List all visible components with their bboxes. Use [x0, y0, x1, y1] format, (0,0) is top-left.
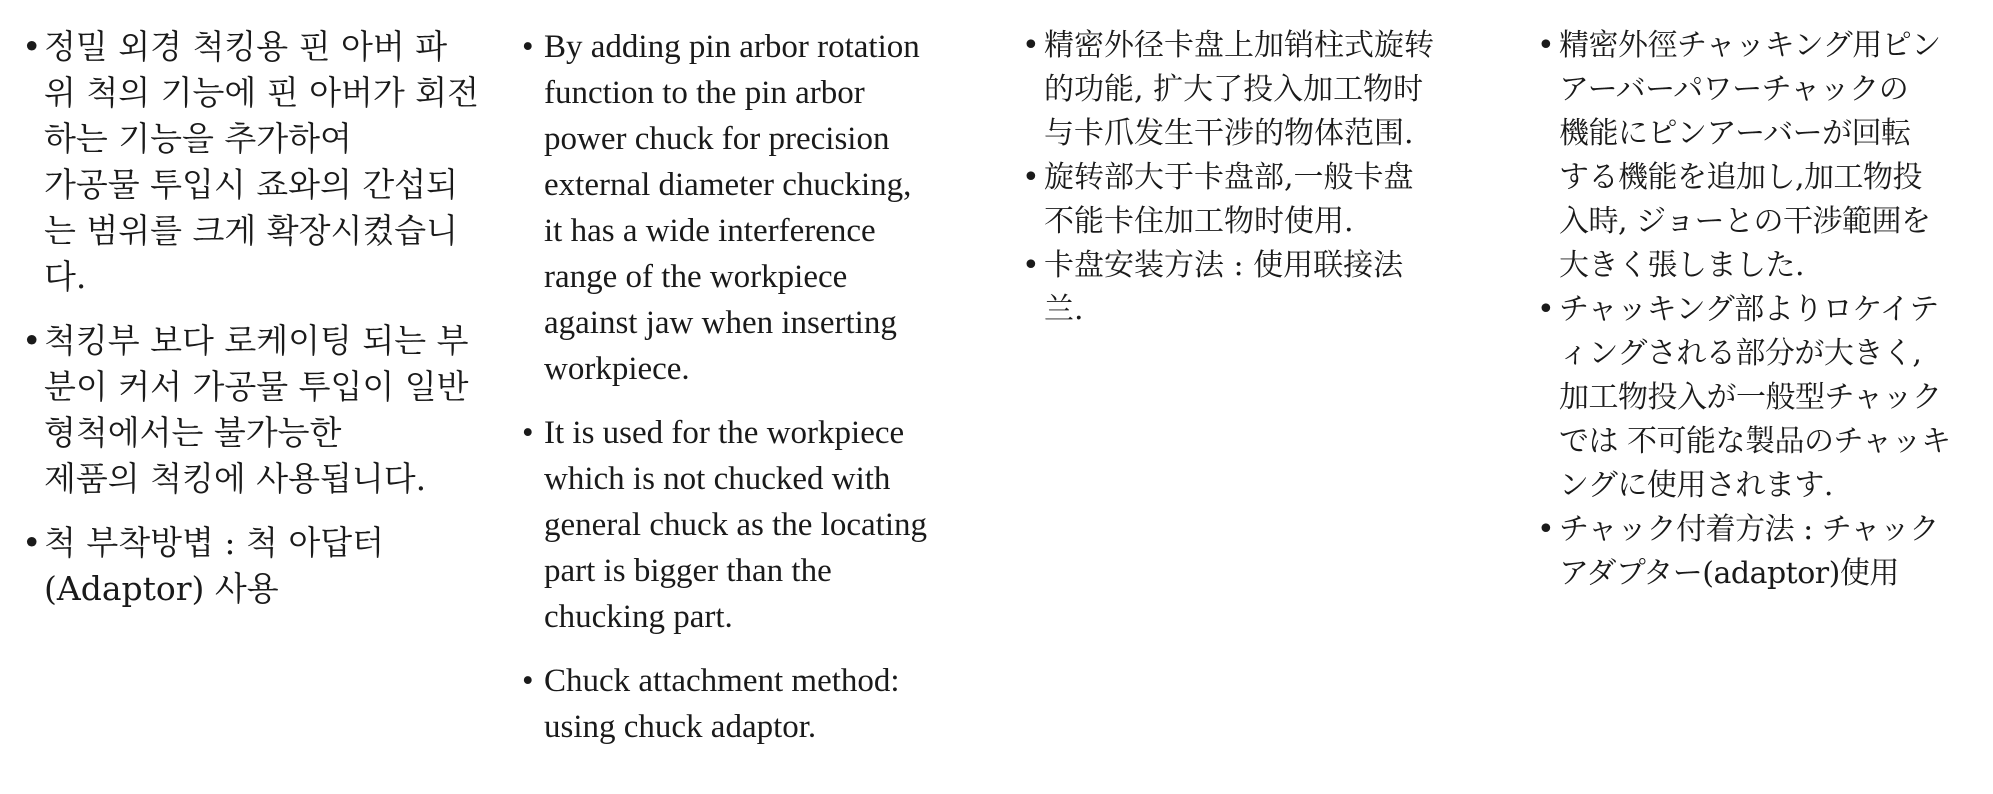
- chinese-column: [1022, 24, 1492, 332]
- korean-column: [22, 24, 492, 630]
- korean-bullet-item: • 척킹부 보다 로케이팅 되는 부 분이 커서 가공물 투입이 일반 형척에서는 불가능한 제품의 척킹에 사용됩니다.: [22, 318, 492, 502]
- japanese-bullet-item: • チャック付着方法 : チャック アダプター(adaptor)使用: [1537, 508, 1987, 596]
- english-bullet-list: [522, 24, 1002, 750]
- chinese-bullet-item: • 精密外径卡盘上加销柱式旋转 的功能, 扩大了投入加工物时 与卡爪发生干涉的物体范围.: [1022, 24, 1492, 156]
- korean-bullet-item: • 정밀 외경 척킹용 핀 아버 파 위 척의 기능에 핀 아버가 회전 하는 기능을 추가하여 가공물 투입시 죠와의 간섭되 는 범위를 크게 확장시켰습니 다.: [22, 24, 492, 300]
- chinese-bullet-item: • 卡盘安装方法 : 使用联接法 兰.: [1022, 244, 1492, 332]
- japanese-bullet-item: • チャッキング部よりロケイテ ィングされる部分が大きく, 加工物投入が一般型チャック では 不可能な製品のチャッキ ングに使用されます.: [1537, 288, 1987, 508]
- japanese-bullet-list: [1537, 24, 1987, 596]
- japanese-bullet-item: • 精密外徑チャッキング用ピン アーバーパワーチャックの 機能にピンアーバーが回転 する機能を追加し,加工物投 入時, ジョーとの干涉範囲を 大きく張しました.: [1537, 24, 1987, 288]
- english-bullet-item: • It is used for the workpiece which is not chucked with general chuck as the locating part is bigger than the chucking part.: [522, 410, 1002, 640]
- english-bullet-item: • Chuck attachment method: using chuck adaptor.: [522, 658, 1002, 750]
- korean-bullet-item: • 척 부착방볍 : 척 아답터 (Adaptor) 사용: [22, 520, 492, 612]
- chinese-bullet-item: • 旋转部大于卡盘部,一般卡盘 不能卡住加工物时使用.: [1022, 156, 1492, 244]
- english-bullet-item: • By adding pin arbor rotation function to the pin arbor power chuck for precision external diameter chucking, it has a wide interference range of the workpiece against jaw when inserting workpiece.: [522, 24, 1002, 392]
- korean-bullet-list: [22, 24, 492, 612]
- japanese-column: [1537, 24, 1987, 596]
- english-column: [522, 24, 1002, 768]
- chinese-bullet-list: [1022, 24, 1492, 332]
